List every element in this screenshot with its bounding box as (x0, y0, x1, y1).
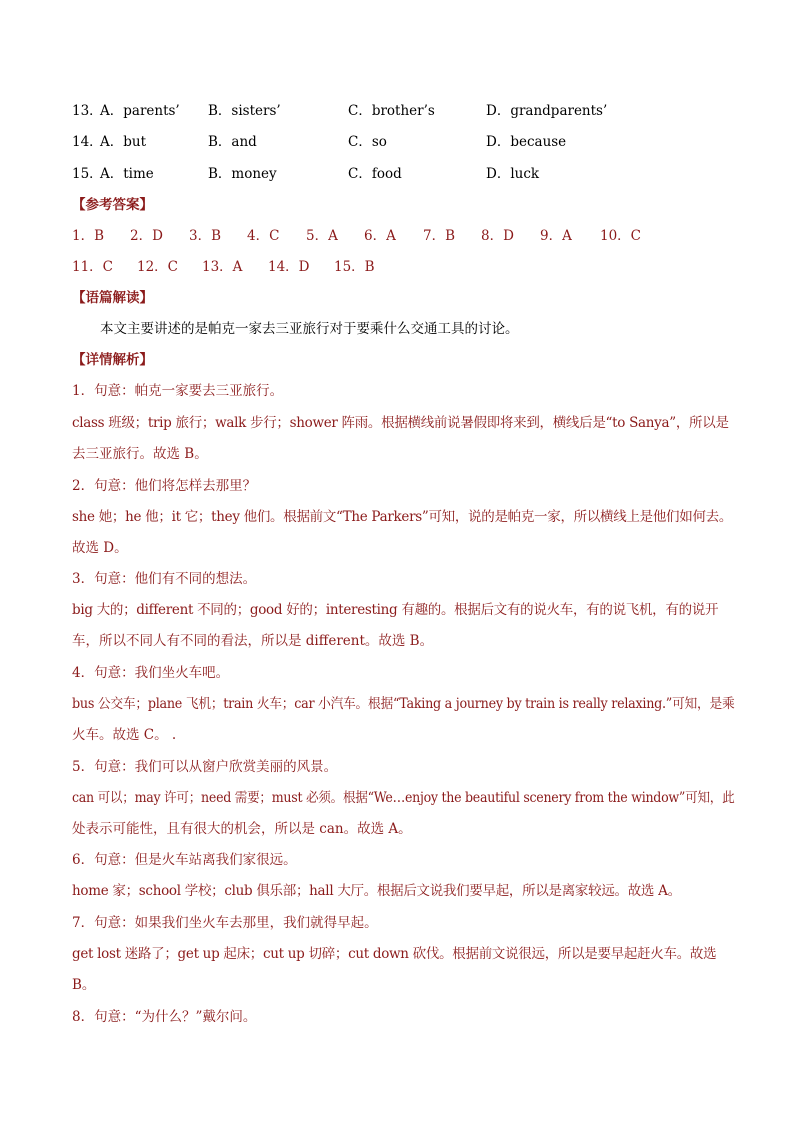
answer-item: 11．C (72, 259, 114, 275)
option-c: C．brother’s (348, 103, 435, 119)
explanation-line: 7．句意：如果我们坐火车去那里，我们就得早起。 (72, 915, 378, 931)
option-a: A．but (100, 134, 147, 150)
explanation-line: 2．句意：他们将怎样去那里？ (72, 478, 257, 494)
option-b: B．sisters’ (208, 103, 281, 119)
answer-item: 2．D (130, 228, 163, 244)
answer-item: 4．C (247, 228, 280, 244)
question-number: 15． (72, 166, 103, 182)
option-b: B．and (208, 134, 257, 150)
explanation-line: 4．句意：我们坐火车吧。 (72, 665, 230, 681)
answer-item: 7．B (423, 228, 456, 244)
explanation-line: 处表示可能性，且有很大的机会，所以是 can。故选 A。 (72, 821, 412, 837)
answer-item: 14．D (268, 259, 310, 275)
option-a: A．time (100, 166, 154, 182)
explanation-line: get lost 迷路了；get up 起床；cut up 切碎；cut down 砍伐。根据前文说很远，所以是要早起赶火车。故选 (72, 946, 717, 962)
answer-item: 9．A (540, 228, 572, 244)
question-number: 14． (72, 134, 103, 150)
explanation-line: 5．句意：我们可以从窗户欣赏美丽的风景。 (72, 759, 338, 775)
answer-item: 6．A (364, 228, 396, 244)
explanation-line: she 她；he 他；it 它；they 他们。根据前文“The Parkers”可知，说的是帕克一家，所以横线上是他们如何去。 (72, 509, 733, 525)
explanation-line: 1．句意：帕克一家要去三亚旅行。 (72, 383, 284, 399)
explanation-line: 6．句意：但是火车站离我们家很远。 (72, 852, 297, 868)
explanation-line: bus 公交车；plane 飞机；train 火车；car 小汽车。根据“Taking a journey by train is really relaxing.”可知，是乘 (72, 696, 735, 712)
explanation-line: B。 (72, 977, 96, 993)
explanation-line: 火车。故选 C。 . (72, 727, 177, 743)
answer-item: 10．C (600, 228, 642, 244)
explanation-line: can 可以；may 许可；need 需要；must 必须。根据“We…enjoy the beautiful scenery from the window”可知，此 (72, 790, 735, 806)
answer-item: 13．A (202, 259, 243, 275)
answer-item: 3．B (189, 228, 222, 244)
passage-summary: 本文主要讲述的是帕克一家去三亚旅行对于要乘什么交通工具的讨论。 (100, 321, 519, 337)
option-c: C．food (348, 166, 402, 182)
option-d: D．because (486, 134, 567, 150)
answer-item: 5．A (306, 228, 338, 244)
explanation-line: big 大的；different 不同的；good 好的；interesting 有趣的。根据后文有的说火车，有的说飞机，有的说开 (72, 602, 719, 618)
answer-key-header: 【参考答案】 (72, 197, 153, 213)
option-a: A．parents’ (100, 103, 180, 119)
question-number: 13． (72, 103, 103, 119)
option-b: B．money (208, 166, 277, 182)
explanation-line: 去三亚旅行。故选 B。 (72, 446, 208, 462)
explanation-line: 8．句意：“为什么？”戴尔问。 (72, 1009, 257, 1025)
detail-header: 【详情解析】 (72, 352, 153, 368)
answer-item: 15．B (334, 259, 375, 275)
explanation-line: home 家；school 学校；club 俱乐部；hall 大厅。根据后文说我们要早起，所以是离家较远。故选 A。 (72, 883, 681, 899)
explanation-line: 3．句意：他们有不同的想法。 (72, 571, 257, 587)
passage-header: 【语篇解读】 (72, 290, 153, 306)
option-c: C．so (348, 134, 387, 150)
explanation-line: 车，所以不同人有不同的看法，所以是 different。故选 B。 (72, 633, 434, 649)
explanation-line: 故选 D。 (72, 540, 128, 556)
option-d: D．luck (486, 166, 540, 182)
answer-item: 1．B (72, 228, 105, 244)
explanation-line: class 班级；trip 旅行；walk 步行；shower 阵雨。根据横线前说暑假即将来到，横线后是“to Sanya”，所以是 (72, 415, 729, 431)
answer-item: 12．C (137, 259, 179, 275)
answer-item: 8．D (481, 228, 514, 244)
option-d: D．grandparents’ (486, 103, 608, 119)
